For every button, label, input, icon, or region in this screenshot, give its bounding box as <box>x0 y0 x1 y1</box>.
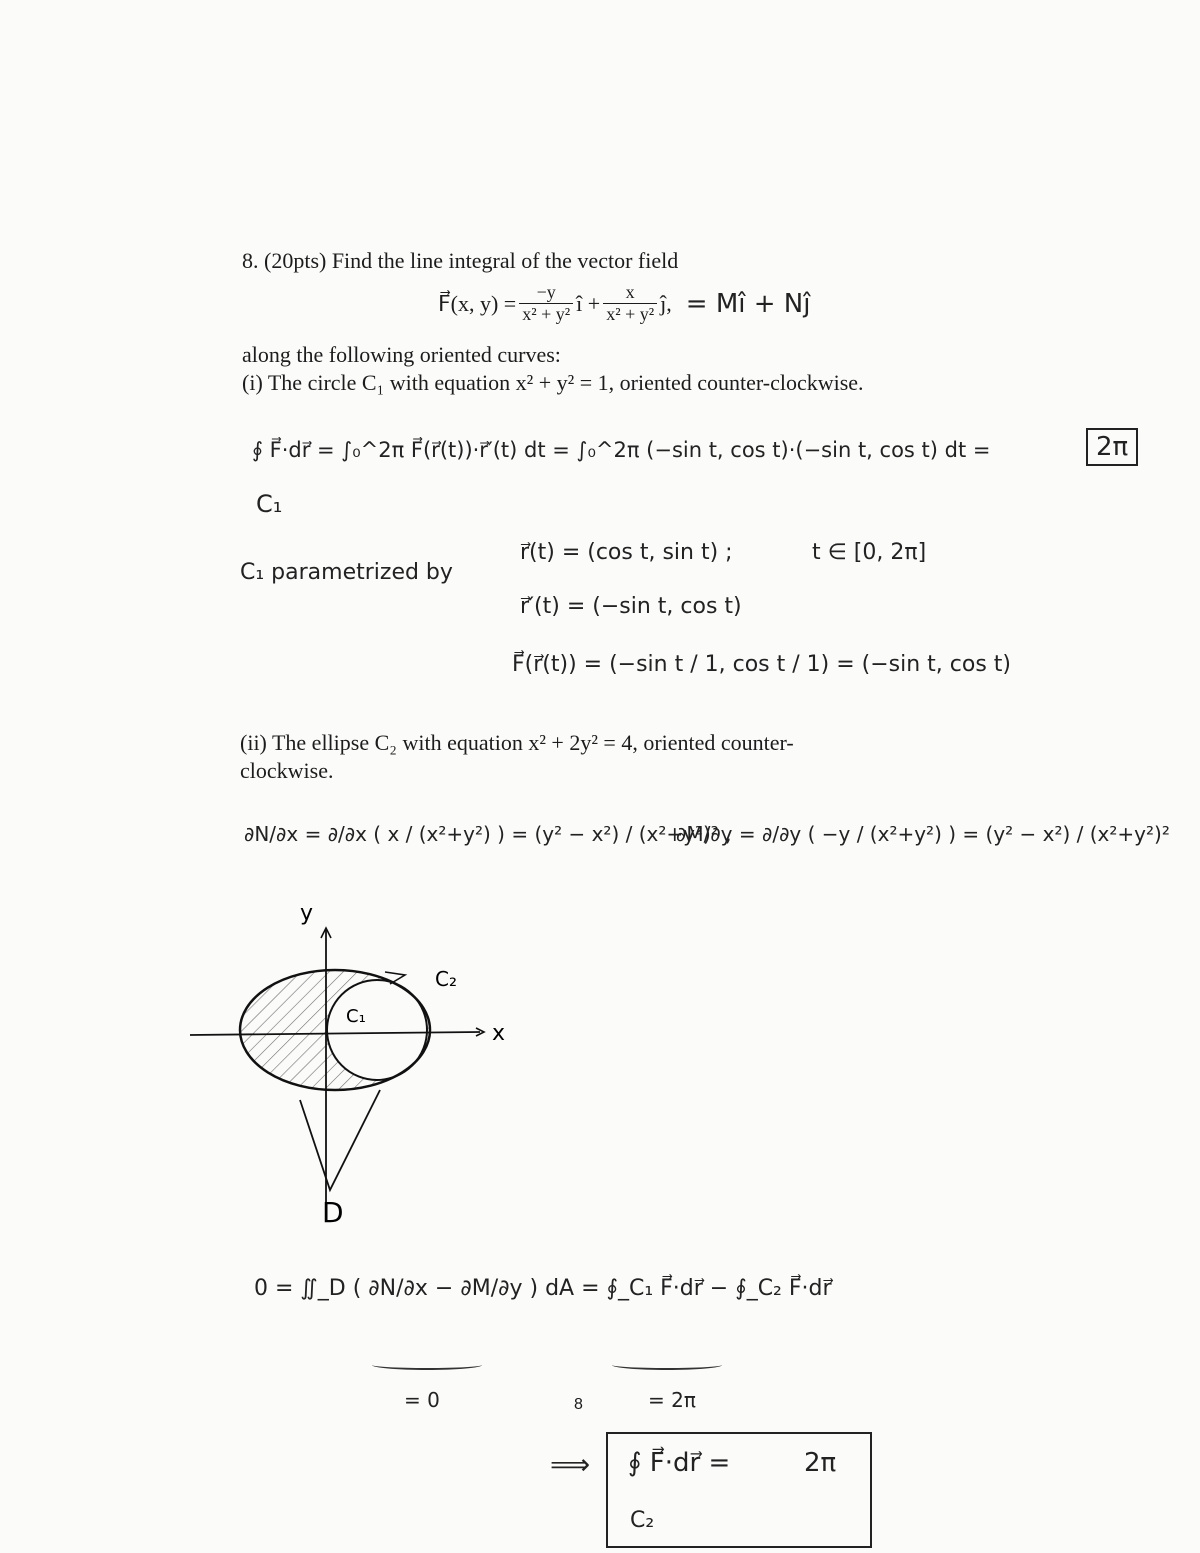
part-i-statement: (i) The circle C₁ with equation x² + y² = 1, oriented counter-clockwise. <box>242 370 864 395</box>
sketch-c1-label: C₁ <box>346 1006 366 1027</box>
page-number: 8 <box>574 1396 583 1413</box>
implies-arrow: ⟹ <box>550 1448 591 1481</box>
region-sketch <box>180 880 540 1240</box>
part-i-line-integral: ∮ F⃗·dr⃗ = ∫₀^2π F⃗(r⃗(t))·r⃗′(t) dt = ∫₀^2π (−sin t, cos t)·(−sin t, cos t) dt = <box>252 438 991 462</box>
final-curve-label: C₂ <box>630 1508 655 1533</box>
term2-denominator: x² + y² <box>603 303 657 325</box>
term1-numerator: −y <box>536 282 556 302</box>
final-answer-box <box>606 1432 872 1548</box>
part-i-result-box: 2π <box>1086 428 1138 466</box>
field-lhs: F⃗(x, y) = <box>438 290 517 316</box>
parametrization-rprime: r⃗′(t) = (−sin t, cos t) <box>520 594 742 619</box>
sketch-y-label: y <box>300 901 314 926</box>
parametrization-range: t ∈ [0, 2π] <box>812 540 927 565</box>
term2-fraction <box>603 282 657 325</box>
sketch-region-D-label: D <box>322 1196 344 1229</box>
field-handwritten-mn: = Mî + Nĵ <box>685 288 811 319</box>
x-axis <box>190 1032 480 1035</box>
dN-dx-derivation: ∂N/∂x = ∂/∂x ( x / (x²+y²) ) = (y² − x²) / (x²+y²)² , <box>244 822 732 846</box>
term1-unit-vector: î + <box>576 290 601 316</box>
final-value: 2π <box>804 1448 837 1478</box>
underbrace-left-value: = 0 <box>404 1388 440 1412</box>
sketch-x-label: x <box>492 1021 506 1046</box>
term2-unit-vector: ĵ, <box>660 290 672 316</box>
term1-fraction <box>519 282 573 325</box>
vector-field-definition <box>438 282 810 325</box>
final-integral: ∮ F⃗·dr⃗ = <box>628 1448 731 1478</box>
shaded-region-D <box>180 880 540 1240</box>
part-ii-statement-line2: clockwise. <box>240 758 334 783</box>
greens-theorem-equation: 0 = ∬_D ( ∂N/∂x − ∂M/∂y ) dA = ∮_C₁ F⃗·dr⃗ − ∮_C₂ F⃗·dr⃗ <box>254 1276 832 1301</box>
circle-C1 <box>327 980 427 1080</box>
term1-denominator: x² + y² <box>519 303 573 325</box>
underbrace-left <box>372 1360 482 1370</box>
part-i-curve-label: C₁ <box>256 490 283 518</box>
underbrace-right <box>612 1360 722 1370</box>
part-ii-statement-line1: (ii) The ellipse C₂ with equation x² + 2y² = 4, oriented counter- <box>240 730 794 755</box>
underbrace-right-value: = 2π <box>648 1388 696 1412</box>
problem-header: 8. (20pts) Find the line integral of the vector field <box>242 248 679 273</box>
parametrization-r: r⃗(t) = (cos t, sin t) ; <box>520 540 733 565</box>
term2-numerator: x <box>625 282 635 302</box>
parametrization-label: C₁ parametrized by <box>240 560 453 585</box>
along-curves-text: along the following oriented curves: <box>242 342 561 367</box>
dM-dy-derivation: ∂M/∂y = ∂/∂y ( −y / (x²+y²) ) = (y² − x²) / (x²+y²)² <box>676 822 1170 846</box>
parametrization-F: F⃗(r⃗(t)) = (−sin t / 1, cos t / 1) = (−sin t, cos t) <box>512 652 1012 677</box>
region-pointer-lines <box>300 1090 380 1190</box>
sketch-c2-label: C₂ <box>435 967 457 991</box>
